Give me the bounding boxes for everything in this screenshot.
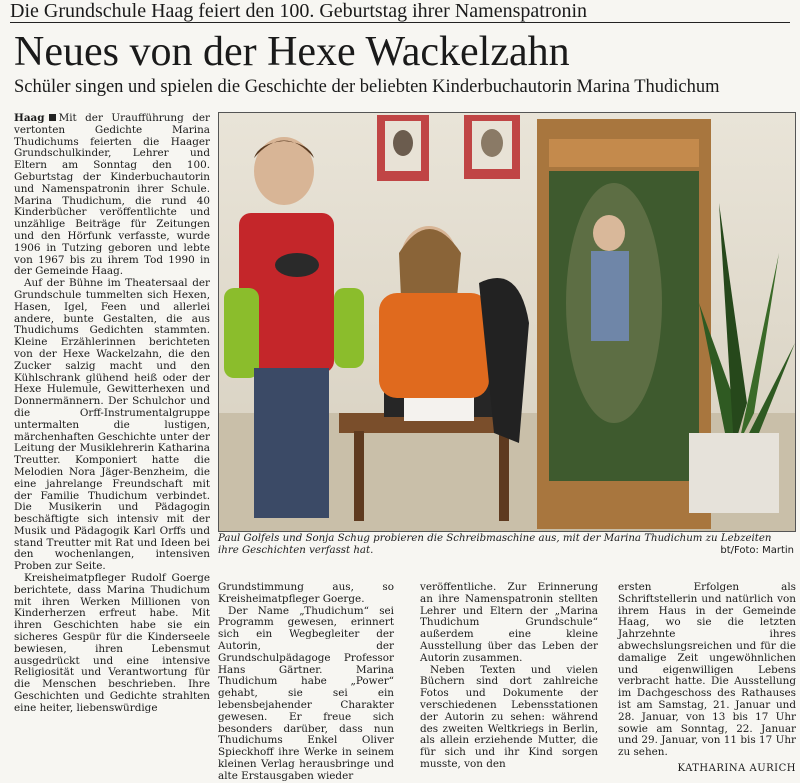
article-paragraph: Der Name „Thudichum“ sei Programm gewesen, erinnert sich ein Wegbegleiter der Autorin, der Grundschulpädagoge Professor Hans Gärtner. Marina Thudichum habe „Power“ gehabt, sie sei ein lebensbejahender Charakter gewesen. Er freue sich besonders darüber, dass nun Thudichums Enkel Oliver Spieckhoff ihre Werke in seinem kleinen Verlag herausbringe und alte Erstausgaben wieder xyxy=(218,604,394,782)
article-column-4 xyxy=(618,582,796,775)
author-byline: KATHARINA AURICH xyxy=(677,762,796,774)
article-paragraph: Grundstimmung aus, so Kreisheimatpfleger Goerge. xyxy=(218,581,394,605)
article-paragraph: Haag Mit der Uraufführung der vertonten Gedichte Marina Thudichums feierten die Haager Grundschulkinder, Lehrer und Eltern am Sonntag den 100. Geburtstag der Kinderbuchautorin und Namenspatronin ihrer Schule. Marina Thudichum, die rund 40 Kinderbücher veröffentlichte und unzählige Beiträge für Zeitungen und den Hörfunk verfasste, wurde 1906 in Tutzing geboren und lebte von 1967 bis zu ihrem Tod 1990 in der Gemeinde Haag. xyxy=(14,112,210,278)
article-paragraph: veröffentliche. Zur Erinnerung an ihre Namenspatronin stellten Lehrer und Eltern der „Marina Thudichum Grundschule“ außerdem eine kleine Ausstellung über das Leben der Autorin zusammen. xyxy=(420,581,598,664)
headline: Neues von der Hexe Wackelzahn xyxy=(14,29,570,75)
article-column-1 xyxy=(14,113,210,715)
kicker-line: Die Grundschule Haag feiert den 100. Geburtstag ihrer Namenspatronin xyxy=(10,0,790,23)
article-paragraph: Kreisheimatpfleger Rudolf Goerge berichtete, dass Marina Thudichum mit ihren Werken Millionen von Kinderherzen erfreut habe. Mit ihren Geschichten habe sie ein sicheres Gespür für die Kinderseele bewiesen, ihren Lebensmut ausgedrückt und eine intensive Religiosität und Verantwortung für die Menschen beschrieben. Ihre Geschichten und Gedichte strahlten eine heiter, liebenswürdige xyxy=(14,572,210,714)
subheadline: Schüler singen und spielen die Geschichte der beliebten Kinderbuchautorin Marina Thudichum xyxy=(14,77,720,97)
article-paragraph: Auf der Bühne im Theatersaal der Grundschule tummelten sich Hexen, Hasen, Igel, Feen und allerlei andere, bunte Gestalten, die aus Thudichums Gedichten stammten. Kleine Erzählerinnen berichteten von der Hexe Wackelzahn, die den Zucker salzig macht und den Kühlschrank glühend heiß oder der Hexe Hulemule, Gewitterhexen und Donnermännern. Der Schulchor und die Orff-Instrumentalgruppe untermalten die lustigen, märchenhaften Geschichte unter der Leitung der Musiklehrerin Katharina Treutter. Komponiert hatte die Melodien Nora Jäger-Benzheim, die eine jahrelange Freundschaft mit der Familie Thudichum verbindet. Die Musikerin und Pädagogin beschäftigte sich intensiv mit der Musik und Pädagogik Karl Orffs und stand Treutter mit Rat und Ideen bei den wochenlangen, intensiven Proben zur Seite. xyxy=(14,277,210,573)
article-photo xyxy=(218,112,796,532)
article-column-2 xyxy=(218,582,394,783)
dateline-square-icon xyxy=(49,114,56,121)
dateline: Haag xyxy=(14,112,45,124)
article-paragraph: Neben Texten und vielen Büchern sind dort zahlreiche Fotos und Dokumente der verschiedenen Lebensstationen der Autorin zu sehen: während des zweiten Weltkriegs in Berlin, als allein erziehende Mutter, die für sich und ihr Kind sorgen musste, von den xyxy=(420,663,598,770)
article-column-3 xyxy=(420,582,598,771)
article-paragraph: ersten Erfolgen als Schriftstellerin und natürlich von ihrem Haus in der Gemeinde Haag, wo sie die letzten Jahrzehnte ihres abwechslungsreichen und für die damalige Zeit ungewöhnlichen und eigenwilligen Lebens verbracht hatte. Die Ausstellung im Dachgeschoss des Rathauses ist am Samstag, 21. Januar und 28. Januar, von 13 bis 17 Uhr sowie am Sonntag, 22. Januar und 29. Januar, von 11 bis 17 Uhr zu sehen. xyxy=(618,581,796,759)
photo-caption: Paul Golfels und Sonja Schug probieren die Schreibmaschine aus, mit der Marina Thudichum zu Lebzeiten ihre Geschichten verfasst hat. xyxy=(218,533,772,556)
photo-credit: bt/Foto: Martin xyxy=(720,545,794,556)
photo-illustration xyxy=(219,113,795,531)
